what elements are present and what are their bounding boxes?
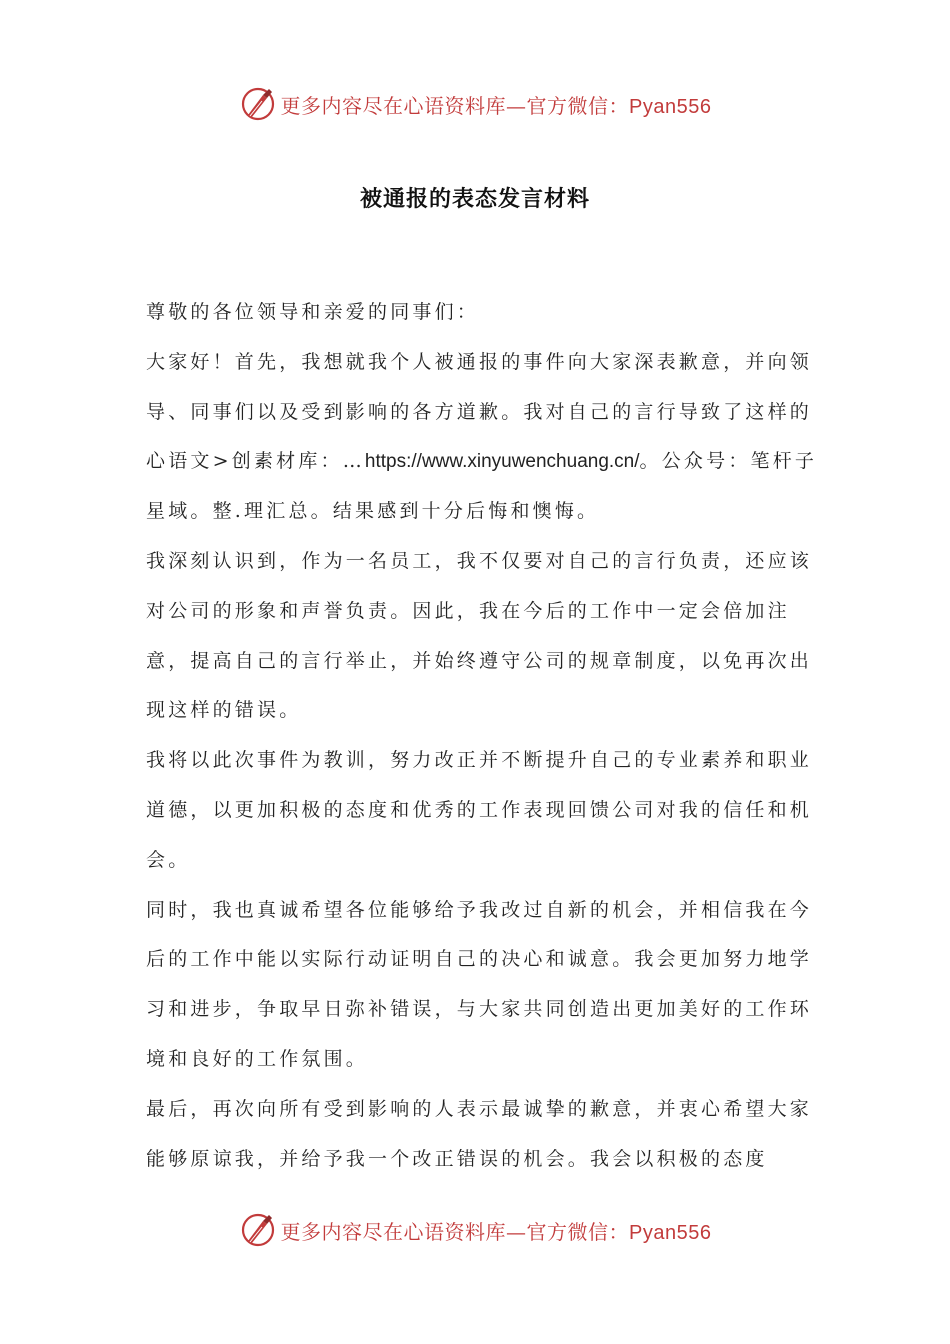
source-url: https://www.xinyuwenchuang.cn/ <box>364 451 640 473</box>
banner-text: 更多内容尽在心语资料库—官方微信：Pyan556 <box>280 93 712 118</box>
pen-nib-logo-icon <box>239 1211 277 1249</box>
pen-nib-logo-icon <box>239 85 277 123</box>
paragraph: 大家好！首先，我想就我个人被通报的事件向大家深表歉意，并向领导、同事们以及受到影响的各方道歉。我对自己的言行导致了这样的心语文>创素材库：…https://www.xinyuwenchuang.cn/。公众号：笔杆子星域。整.理汇总。结果感到十分后悔和懊悔。 <box>146 350 818 523</box>
footer-banner <box>0 1208 950 1252</box>
header-banner <box>0 82 950 126</box>
paragraph: 我深刻认识到，作为一名员工，我不仅要对自己的言行负责，还应该对公司的形象和声誉负责。因此，我在今后的工作中一定会倍加注意，提高自己的言行举止，并始终遵守公司的规章制度，以免再次出现这样的错误。 <box>146 549 813 722</box>
paragraph: 我将以此次事件为教训，努力改正并不断提升自己的专业素养和职业道德，以更加积极的态度和优秀的工作表现回馈公司对我的信任和机会。 <box>146 749 813 871</box>
wechat-id: Pyan556 <box>629 1221 712 1244</box>
banner-text: 更多内容尽在心语资料库—官方微信：Pyan556 <box>280 1219 712 1244</box>
salutation: 尊敬的各位领导和亲爱的同事们： <box>146 301 480 323</box>
document-body <box>146 288 818 1184</box>
document-title: 被通报的表态发言材料 <box>359 187 590 212</box>
paragraph: 最后，再次向所有受到影响的人表示最诚挚的歉意，并衷心希望大家能够原谅我，并给予我一个改正错误的机会。我会以积极的态度 <box>146 1097 813 1170</box>
wechat-id: Pyan556 <box>629 95 712 118</box>
paragraph: 同时，我也真诚希望各位能够给予我改过自新的机会，并相信我在今后的工作中能以实际行动证明自己的决心和诚意。我会更加努力地学习和进步，争取早日弥补错误，与大家共同创造出更加美好的工作环境和良好的工作氛围。 <box>146 898 813 1070</box>
